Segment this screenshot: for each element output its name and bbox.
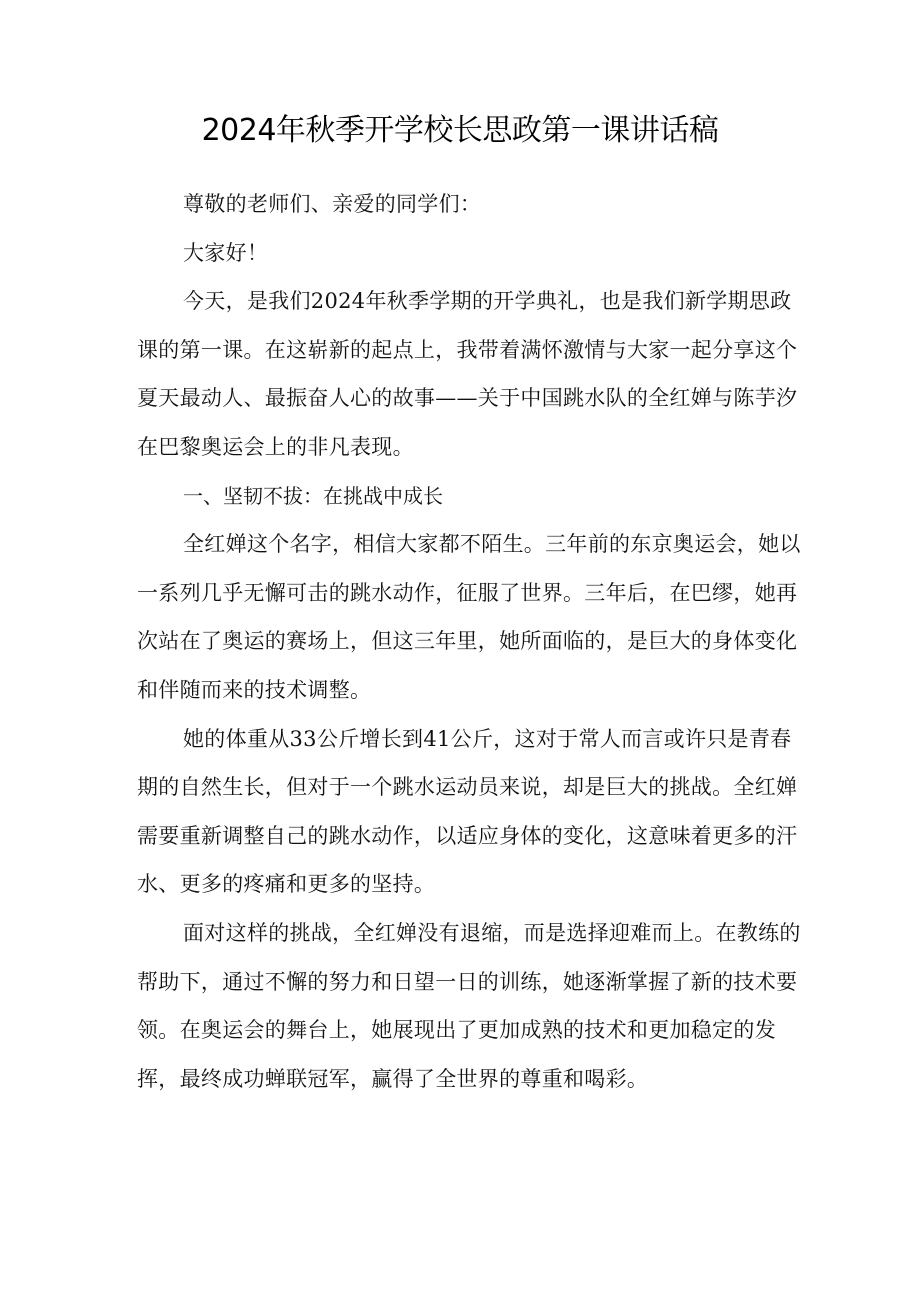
intro-paragraph: 今天，是我们2024年秋季学期的开学典礼，也是我们新学期思政课的第一课。在这崭新的起点上，我带着满怀激情与大家一起分享这个夏天最动人、最振奋人心的故事——关于中国跳水队的全红婵与陈芋汐在巴黎奥运会上的非凡表现。 <box>137 289 798 459</box>
body-paragraph: 她的体重从33公斤增长到41公斤，这对于常人而言或许只是青春期的自然生长，但对于一个跳水运动员来说，却是巨大的挑战。全红婵需要重新调整自己的跳水动作，以适应身体的变化，这意味着更多的汗水、更多的疼痛和更多的坚持。 <box>137 726 798 897</box>
salutation: 尊敬的老师们、亲爱的同学们： <box>183 192 482 216</box>
document-title: 2024年秋季开学校长思政第一课讲话稿 <box>201 113 719 148</box>
body-paragraph: 面对这样的挑战，全红婵没有退缩，而是选择迎难而上。在教练的帮助下，通过不懈的努力和日望一日的训练，她逐渐掌握了新的技术要领。在奥运会的舞台上，她展现出了更加成熟的技术和更加稳定的发挥，最终成功蝉联冠军，赢得了全世界的尊重和喝彩。 <box>137 920 801 1091</box>
greeting: 大家好！ <box>183 240 269 265</box>
section-heading: 一、坚韧不拔：在挑战中成长 <box>183 483 443 508</box>
body-paragraph: 全红婵这个名字，相信大家都不陌生。三年前的东京奥运会，她以一系列几乎无懈可击的跳水动作，征服了世界。三年后，在巴缪，她再次站在了奥运的赛场上，但这三年里，她所面临的，是巨大的身体变化和伴随而来的技术调整。 <box>137 532 801 702</box>
document-body <box>137 180 801 1103</box>
